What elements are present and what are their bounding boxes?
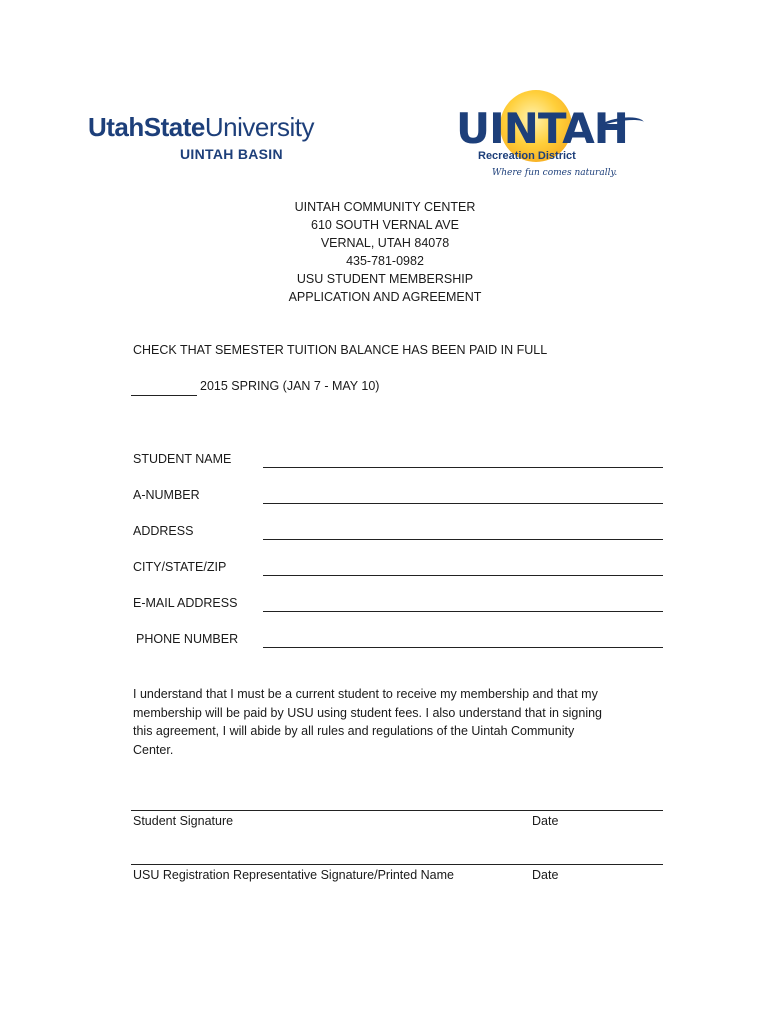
field-label-phone: PHONE NUMBER [136,632,239,646]
field-label-a-number: A-NUMBER [133,488,200,502]
representative-signature-line[interactable] [131,864,663,865]
uintah-logo-subtitle: Recreation District [478,150,576,162]
document-header [0,198,770,306]
uintah-logo-tagline: Where fun comes naturally. [492,168,618,178]
header-line: 610 SOUTH VERNAL AVE [311,218,459,232]
address-field[interactable] [263,539,663,540]
phone-field[interactable] [263,647,663,648]
uintah-logo-name: UINTAH [456,104,628,153]
usu-logo-subtitle: UINTAH BASIN [180,146,283,162]
header-line: VERNAL, UTAH 84078 [320,236,450,250]
tuition-instruction: CHECK THAT SEMESTER TUITION BALANCE HAS BEEN PAID IN FULL [133,343,548,357]
usu-logo [88,112,408,164]
field-label-student-name: STUDENT NAME [133,452,232,466]
field-label-address: ADDRESS [133,524,194,538]
header-line: 435-781-0982 [346,254,424,268]
tuition-option-label: 2015 SPRING (JAN 7 - MAY 10) [200,379,380,393]
student-name-field[interactable] [263,467,663,468]
uintah-logo [452,88,652,188]
tuition-checkbox-line[interactable] [131,395,197,396]
usu-logo-regular: University [204,112,314,142]
header-line: USU STUDENT MEMBERSHIP [296,272,474,286]
usu-logo-wordmark [88,112,408,143]
field-label-city-state-zip: CITY/STATE/ZIP [133,560,227,574]
student-signature-label: Student Signature [133,814,234,828]
header-line: UINTAH COMMUNITY CENTER [294,200,476,214]
student-signature-line[interactable] [131,810,663,811]
field-label-email: E-MAIL ADDRESS [133,596,238,610]
representative-signature-label: USU Registration Representative Signature/Printed Name [133,868,454,882]
student-signature-date-label: Date [532,814,559,828]
a-number-field[interactable] [263,503,663,504]
representative-signature-date-label: Date [532,868,559,882]
city-state-zip-field[interactable] [263,575,663,576]
usu-logo-bold: UtahState [88,112,205,142]
agreement-text: I understand that I must be a current student to receive my membership and that my membership will be paid by USU using student fees. I also understand that in signing this agreement, I will abide by all rules and regulations of the Uintah Community Center. [133,687,603,757]
header-line: APPLICATION AND AGREEMENT [288,290,482,304]
email-field[interactable] [263,611,663,612]
